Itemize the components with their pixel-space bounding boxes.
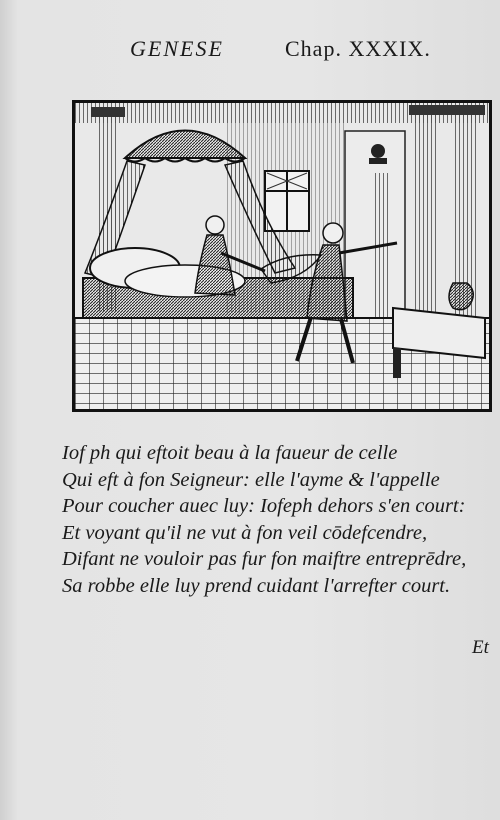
verse-line: Iof ph qui eftoit beau à la faueur de celle: [62, 442, 398, 464]
verse-block: [62, 440, 500, 599]
verse-line: Et voyant qu'il ne vut à fon veil cōdefcendre,: [62, 521, 428, 544]
running-head-chapter: Chap. XXXIX.: [285, 36, 431, 61]
catchword: Et: [472, 637, 489, 658]
verse-line: Pour coucher auec luy: Iofeph dehors s'en court:: [62, 495, 466, 517]
verse-line: Difant ne vouloir pas fur fon maiftre entreprēdre,: [62, 548, 467, 570]
woodcut-illustration: [72, 100, 492, 412]
running-head: [0, 30, 500, 66]
woodcut-scene: [75, 103, 489, 409]
running-head-book: GENESE: [130, 36, 224, 61]
verse-line: Qui eft à fon Seigneur: elle l'ayme & l'appelle: [62, 468, 440, 491]
verse-line: Sa robbe elle luy prend cuidant l'arrefter court.: [62, 574, 451, 597]
